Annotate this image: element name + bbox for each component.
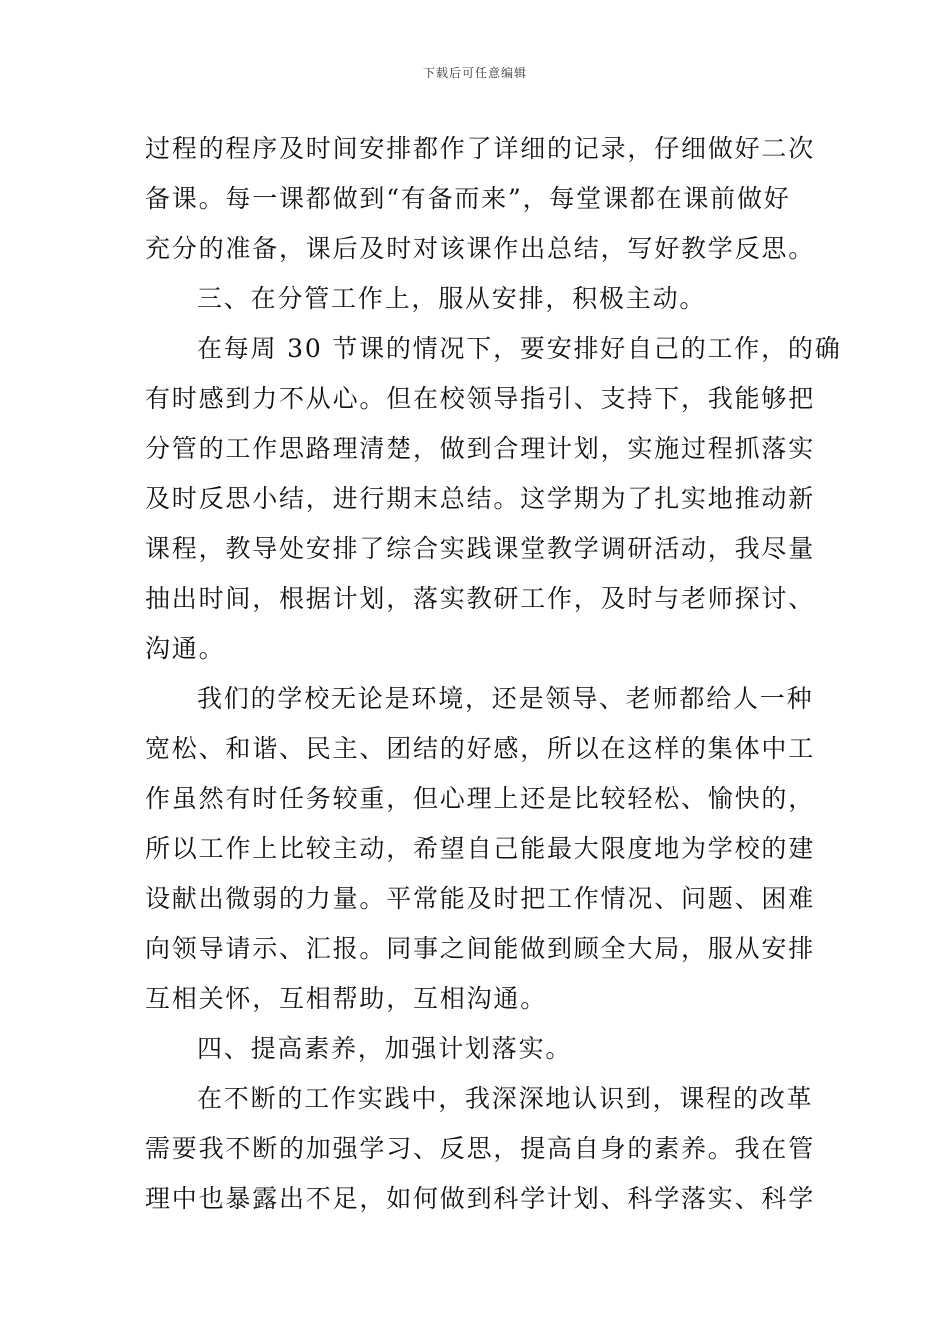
text-line: 过程的程序及时间安排都作了详细的记录，仔细做好二次 [145,134,816,163]
text-line: 充分的准备，课后及时对该课作出总结，写好教学反思。 [145,234,816,263]
text-line: 设献出微弱的力量。平常能及时把工作情况、问题、困难 [145,884,816,913]
text-line: 分管的工作思路理清楚，做到合理计划，实施过程抓落实 [145,434,816,463]
document-body [145,124,842,1224]
text-line: 课程，教导处安排了综合实践课堂教学调研活动，我尽量 [145,534,816,563]
paragraph-start: 在不断的工作实践中，我深深地认识到，课程的改革 [197,1084,814,1113]
text-line: 有时感到力不从心。但在校领导指引、支持下，我能够把 [145,384,816,413]
text-line: 抽出时间，根据计划，落实教研工作，及时与老师探讨、 [145,584,816,613]
text-line: 需要我不断的加强学习、反思，提高自身的素养。我在管 [145,1134,816,1163]
text-line: 备课。每一课都做到“有备而来”，每堂课都在课前做好 [145,184,791,213]
text-line: 向领导请示、汇报。同事之间能做到顾全大局，服从安排 [145,934,816,963]
text-line: 及时反思小结，进行期末总结。这学期为了扎实地推动新 [145,484,816,513]
text-line: 宽松、和谐、民主、团结的好感，所以在这样的集体中工 [145,734,816,763]
text-line: 理中也暴露出不足，如何做到科学计划、科学落实、科学 [145,1184,816,1213]
section-heading: 三、在分管工作上，服从安排，积极主动。 [197,284,707,313]
page-header: 下载后可任意编辑 [422,66,527,80]
text-line: 作虽然有时任务较重，但心理上还是比较轻松、愉快的， [145,784,816,813]
section-heading: 四、提高素养，加强计划落实。 [197,1034,573,1063]
paragraph-start: 在每周 30 节课的情况下，要安排好自己的工作，的确 [197,334,842,363]
text-line: 沟通。 [145,634,226,663]
text-line: 互相关怀，互相帮助，互相沟通。 [145,984,548,1013]
text-line: 所以工作上比较主动，希望自己能最大限度地为学校的建 [145,834,816,863]
paragraph-start: 我们的学校无论是环境，还是领导、老师都给人一种 [197,684,814,713]
